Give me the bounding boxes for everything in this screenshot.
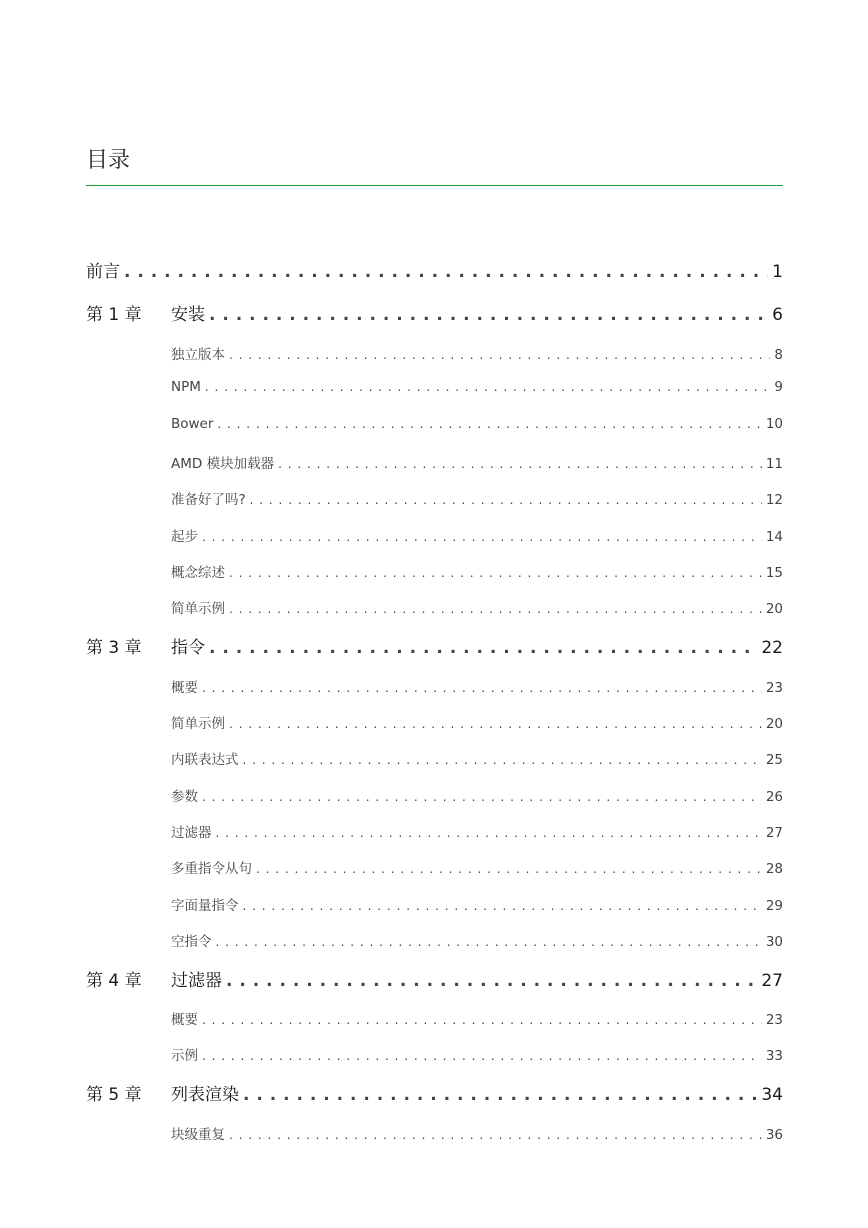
page-number: 27	[765, 824, 783, 841]
entry-title: AMD 模块加载器	[171, 455, 275, 472]
page-number: 30	[765, 933, 783, 950]
entry-title: 简单示例	[171, 600, 225, 617]
dot-leader	[256, 862, 762, 876]
page-number: 36	[765, 1126, 783, 1143]
page-number: 29	[765, 897, 783, 914]
toc-chapter-entry[interactable]	[86, 633, 783, 658]
toc-section-entry[interactable]	[86, 676, 783, 696]
dot-leader	[243, 753, 762, 767]
entry-title: 准备好了吗?	[171, 491, 246, 508]
page-number: 23	[765, 679, 783, 696]
toc-section-entry[interactable]	[86, 1008, 783, 1028]
entry-title: 多重指令从句	[171, 860, 252, 877]
dot-leader	[216, 935, 762, 949]
toc-chapter-entry[interactable]	[86, 966, 783, 991]
page-number: 1	[772, 261, 783, 282]
entry-title: 过滤器	[171, 970, 222, 991]
page-number: 27	[761, 970, 783, 991]
dot-leader	[229, 566, 762, 580]
page-number: 10	[765, 415, 783, 432]
page-number: 33	[765, 1047, 783, 1064]
toc-section-entry[interactable]	[86, 1044, 783, 1064]
page-number: 23	[765, 1011, 783, 1028]
entry-title: 安装	[171, 304, 205, 325]
page-number: 9	[774, 378, 783, 395]
toc-section-entry[interactable]	[86, 452, 783, 472]
entry-title: 示例	[171, 1047, 198, 1064]
page-number: 14	[765, 528, 783, 545]
toc-section-entry[interactable]	[86, 857, 783, 877]
entry-title: 内联表达式	[171, 751, 239, 768]
dot-leader	[243, 899, 762, 913]
page-number: 20	[765, 600, 783, 617]
dot-leader	[250, 493, 762, 507]
toc-section-entry[interactable]	[86, 597, 783, 617]
entry-title: 过滤器	[171, 824, 212, 841]
page-number: 26	[765, 788, 783, 805]
entry-title: 指令	[171, 637, 205, 658]
toc-chapter-entry[interactable]	[86, 300, 783, 325]
entry-title: 概要	[171, 679, 198, 696]
toc-section-entry[interactable]	[86, 416, 783, 432]
toc-section-entry[interactable]	[86, 894, 783, 914]
entry-title: Bower	[171, 415, 214, 432]
dot-leader	[229, 717, 762, 731]
dot-leader	[209, 638, 757, 658]
entry-title: 前言	[86, 261, 120, 282]
page-number: 28	[765, 860, 783, 877]
dot-leader	[217, 417, 761, 431]
toc-section-entry[interactable]	[86, 525, 783, 545]
dot-leader	[202, 1013, 762, 1027]
entry-title: 简单示例	[171, 715, 225, 732]
toc-section-entry[interactable]	[86, 488, 783, 508]
dot-leader	[202, 530, 762, 544]
dot-leader	[202, 681, 762, 695]
toc-section-entry[interactable]	[86, 379, 783, 395]
dot-leader	[216, 826, 762, 840]
entry-title: 独立版本	[171, 346, 225, 363]
toc-section-entry[interactable]	[86, 561, 783, 581]
page-number: 6	[772, 304, 783, 325]
dot-leader	[209, 305, 768, 325]
dot-leader	[226, 971, 757, 991]
dot-leader	[229, 348, 770, 362]
toc-section-entry[interactable]	[86, 930, 783, 950]
entry-title: NPM	[171, 378, 201, 395]
dot-leader	[229, 1128, 762, 1142]
page-number: 11	[765, 455, 783, 472]
entry-title: 块级重复	[171, 1126, 225, 1143]
toc-chapter-entry[interactable]	[86, 1080, 783, 1105]
dot-leader	[243, 1085, 757, 1105]
chapter-number: 第 3 章	[86, 637, 142, 658]
toc-section-entry[interactable]	[86, 343, 783, 363]
toc-preface-entry[interactable]	[86, 257, 783, 282]
entry-title: 起步	[171, 528, 198, 545]
chapter-number: 第 4 章	[86, 970, 142, 991]
entry-title: 字面量指令	[171, 897, 239, 914]
page-number: 25	[765, 751, 783, 768]
page-number: 12	[765, 491, 783, 508]
chapter-number: 第 5 章	[86, 1084, 142, 1105]
dot-leader	[278, 457, 762, 471]
page-number: 20	[765, 715, 783, 732]
page-number: 15	[765, 564, 783, 581]
entry-title: 参数	[171, 788, 198, 805]
dot-leader	[202, 1049, 762, 1063]
dot-leader	[202, 790, 762, 804]
toc-section-entry[interactable]	[86, 821, 783, 841]
entry-title: 空指令	[171, 933, 212, 950]
page-number: 22	[761, 637, 783, 658]
page-title: 目录	[86, 148, 131, 173]
entry-title: 概念综述	[171, 564, 225, 581]
toc-section-entry[interactable]	[86, 1123, 783, 1143]
chapter-number: 第 1 章	[86, 304, 142, 325]
dot-leader	[124, 262, 768, 282]
dot-leader	[205, 380, 771, 394]
page-number: 34	[761, 1084, 783, 1105]
page-number: 8	[774, 346, 783, 363]
toc-section-entry[interactable]	[86, 785, 783, 805]
toc-section-entry[interactable]	[86, 712, 783, 732]
title-divider	[86, 185, 783, 186]
toc-section-entry[interactable]	[86, 748, 783, 768]
dot-leader	[229, 602, 762, 616]
entry-title: 列表渲染	[171, 1084, 239, 1105]
entry-title: 概要	[171, 1011, 198, 1028]
